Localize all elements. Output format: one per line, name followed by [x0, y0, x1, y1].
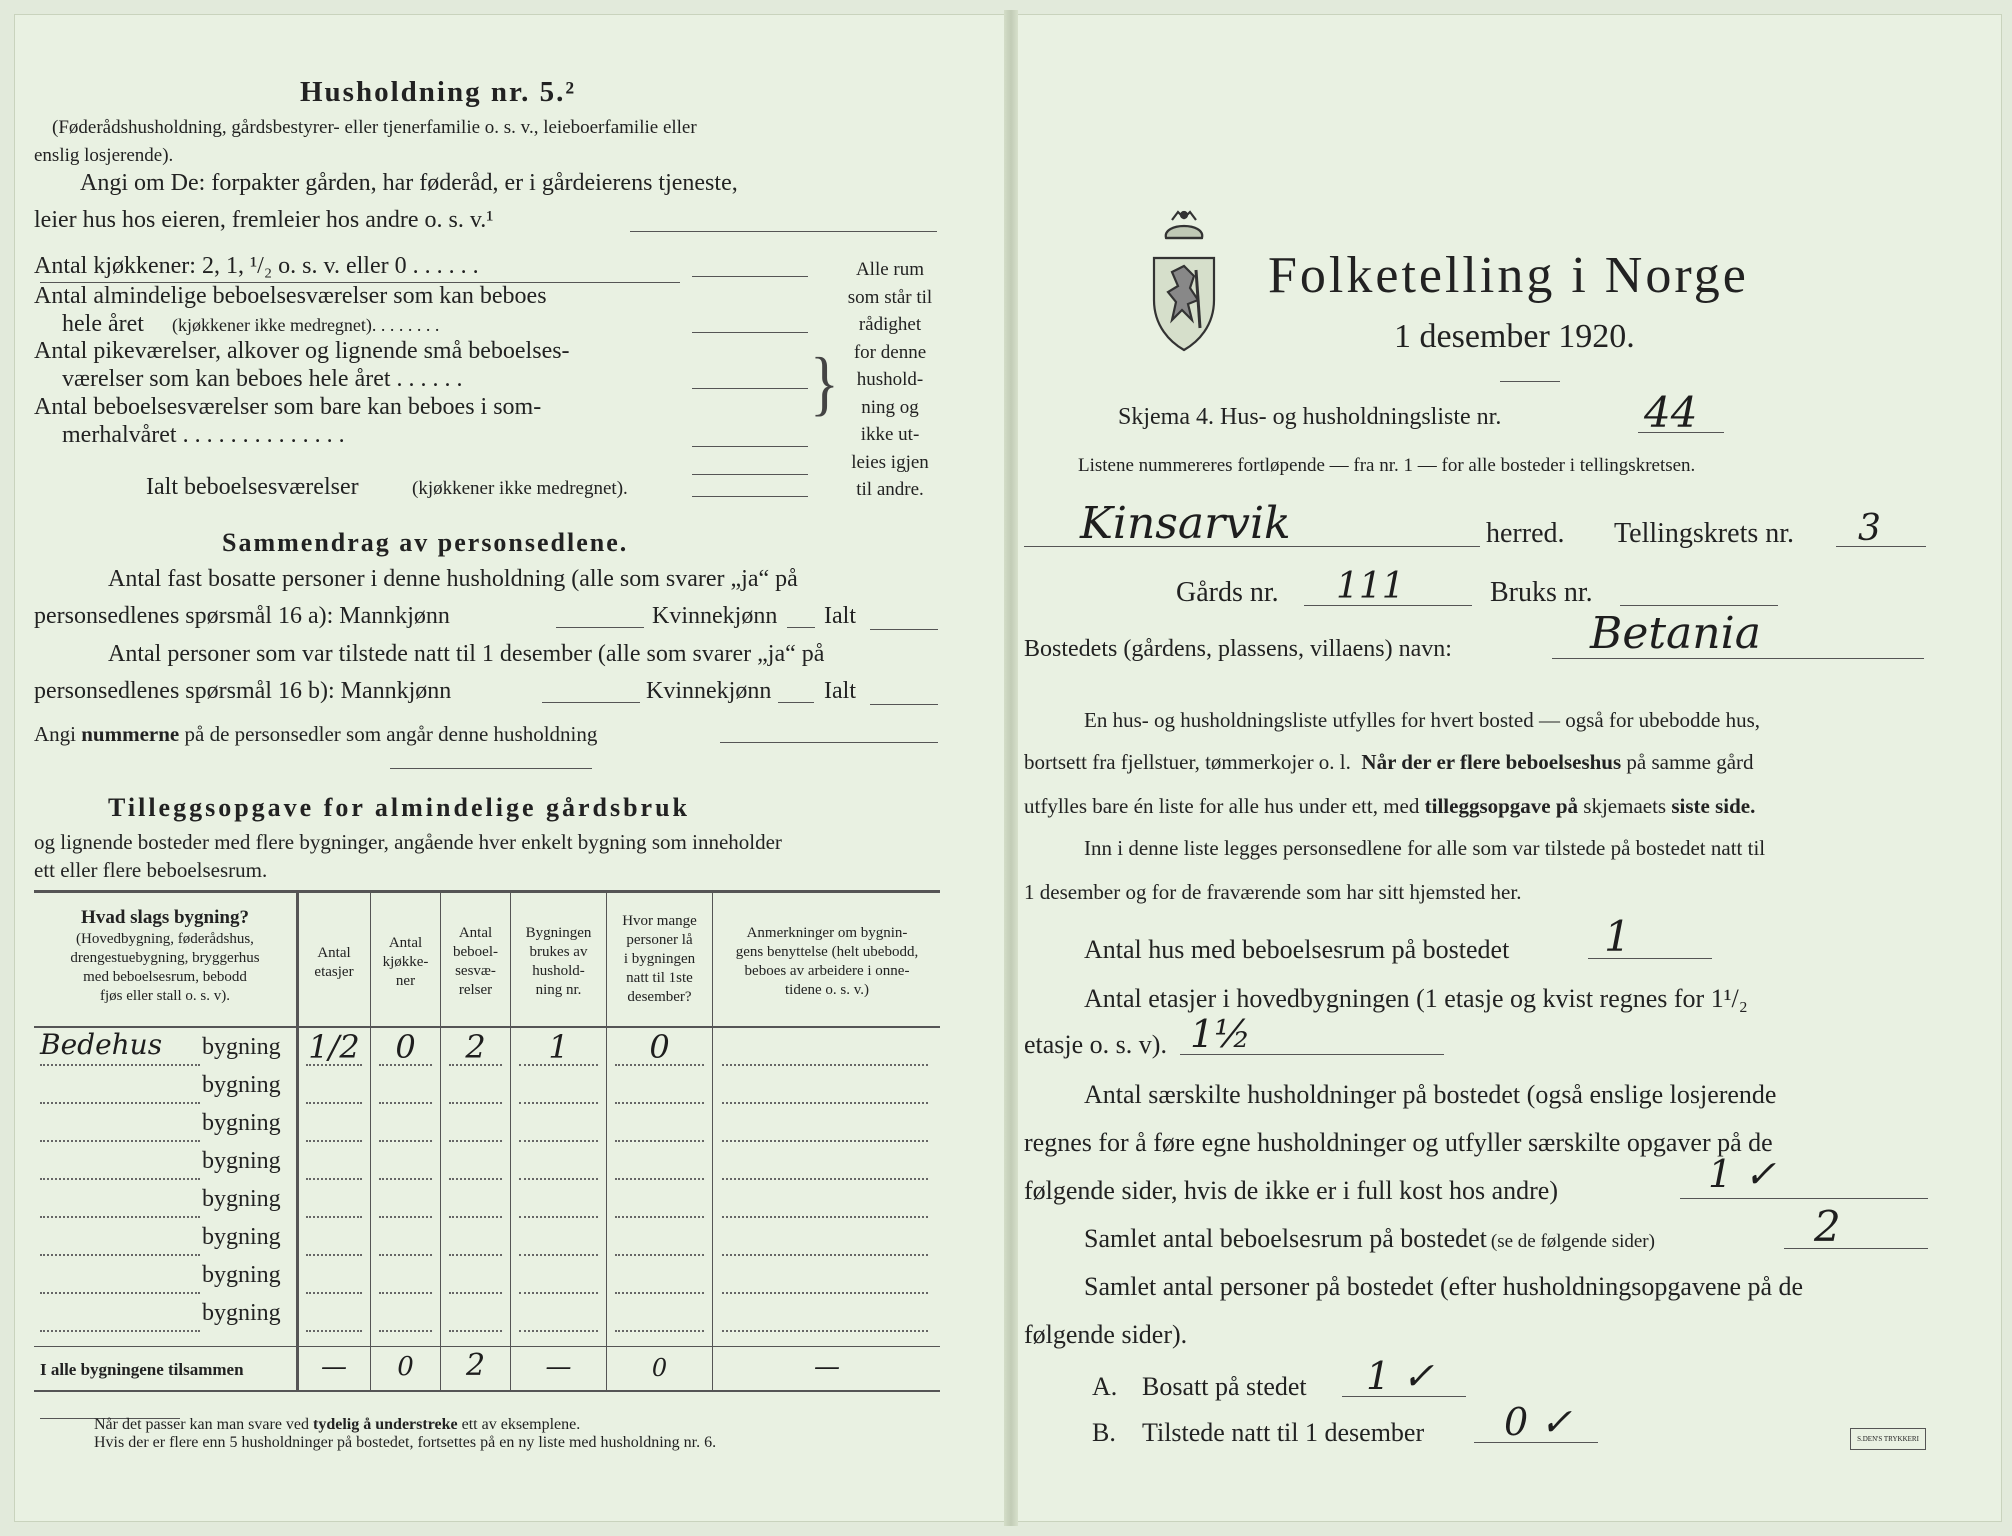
husholdning-title: Husholdning nr. 5.² [300, 76, 577, 108]
tilstede-val: 0 ✓ [1504, 1400, 1573, 1444]
etasjer-line-2: etasje o. s. v). [1024, 1030, 1167, 1059]
main-title: Folketelling i Norge [1268, 247, 1749, 304]
saer-line-3: følgende sider, hvis de ikke er i full kost hos andre) [1024, 1176, 1558, 1205]
total-anm: — [814, 1352, 840, 1382]
etasjer-val: 1½ [1190, 1012, 1252, 1056]
row-etasjer: 1/2 [308, 1028, 360, 1066]
angi-line-1: Angi om De: forpakter gården, har føderåd, er i gårdeierens tjeneste, [80, 170, 738, 196]
total-label: I alle bygningene tilsammen [40, 1360, 244, 1379]
total-etasjer: — [321, 1352, 347, 1382]
instruction-1: En hus- og husholdningsliste utfylles for hvert bosted — også for ubebodde hus, [1084, 708, 1760, 732]
skjema-label: Skjema 4. Hus- og husholdningsliste nr. [1118, 404, 1502, 430]
sommer-line-1: Antal beboelsesværelser som bare kan beboes i som- [34, 394, 542, 420]
instruction-2: bortsett fra fjellstuer, tømmerkojer o. l. Når der er flere beboelseshus på samme gård [1024, 750, 1754, 774]
tilst-ialt: Ialt [824, 678, 856, 704]
pike-line-2: værelser som kan beboes hele året . . . . . . [62, 366, 463, 392]
herred-label: herred. [1486, 518, 1565, 549]
samlet-pers-line-2: følgende sider). [1024, 1320, 1188, 1349]
husholdning-subtitle-2: enslig losjerende). [34, 145, 174, 166]
fast-kvinne: Kvinnekjønn [652, 603, 778, 629]
total-vaerelser: 2 [465, 1348, 486, 1383]
saer-val: 1 ✓ [1708, 1152, 1777, 1196]
tellingskrets-nr: 3 [1858, 508, 1881, 549]
tillegg-line-2: ett eller flere beboelsesrum. [34, 858, 268, 882]
tillegg-line-1: og lignende bosteder med flere bygninger, angående hver enkelt bygning som inneholder [34, 830, 782, 854]
row-bygning-label: bygning [202, 1186, 281, 1212]
row-bygning-label: bygning [202, 1300, 281, 1326]
bosatt-letter: A. [1092, 1372, 1118, 1401]
saer-line-2: regnes for å føre egne husholdninger og utfyller særskilte opgaver på de [1024, 1128, 1773, 1157]
tilst-line-1: Antal personer som var tilstede natt til 1 desember (alle som svarer „ja“ på [108, 641, 825, 667]
side-note: Alle rum som står til rådighet for denne hushold- ning og ikke ut- leies igjen til andre. [847, 259, 933, 500]
row-vaerelser: 2 [465, 1028, 486, 1066]
sommer-line-2: merhalvåret . . . . . . . . . . . . . . [62, 422, 345, 448]
coat-of-arms-icon [1142, 208, 1226, 358]
pike-line-1: Antal pikeværelser, alkover og lignende små beboelses- [34, 338, 570, 364]
tilst-line-2: personsedlenes spørsmål 16 b): Mannkjønn [34, 678, 452, 704]
brace: } [810, 343, 839, 423]
ialt-note: (kjøkkener ikke medregnet). [412, 478, 628, 499]
row-bygning-label: bygning [202, 1262, 281, 1288]
bosted-label: Bostedets (gårdens, plassens, villaens) navn: [1024, 636, 1452, 662]
tellingskrets-label: Tellingskrets nr. [1614, 518, 1795, 549]
herred-name: Kinsarvik [1080, 498, 1291, 549]
row-hush: 1 [548, 1028, 569, 1066]
th-vaerelser: Antal beboel- sesvæ- relser [453, 925, 498, 998]
fast-line-1: Antal fast bosatte personer i denne husholdning (alle som svarer „ja“ på [108, 566, 798, 592]
bosted-name: Betania [1590, 608, 1761, 659]
listene-note: Listene nummereres fortløpende — fra nr. 1 — for alle bosteder i tellingskretsen. [1078, 455, 1696, 476]
page-fold [1004, 10, 1018, 1526]
bosatt-val: 1 ✓ [1366, 1354, 1435, 1398]
gards-label: Gårds nr. [1176, 577, 1279, 608]
skjema-nr: 44 [1644, 388, 1698, 437]
footnote-2: Hvis der er flere enn 5 husholdninger på bostedet, fortsettes på en ny liste med husholdning nr. 6. [94, 1434, 717, 1451]
ialt-label: Ialt beboelsesværelser [146, 474, 359, 500]
total-hush: — [545, 1352, 572, 1382]
row-personer: 0 [649, 1028, 670, 1066]
row-kjokken: 0 [395, 1028, 416, 1066]
th-etasjer: Antal etasjer [314, 945, 354, 980]
th-personer: Hvor mange personer lå i bygningen natt til 1ste desember? [622, 913, 697, 1005]
row-bygning-label: bygning [202, 1034, 281, 1060]
tillegg-title: Tilleggsopgave for almindelige gårdsbruk [108, 793, 691, 822]
tilstede-label: Tilstede natt til 1 desember [1142, 1418, 1425, 1447]
hus-val: 1 [1604, 912, 1631, 961]
row-bygning-label: bygning [202, 1224, 281, 1250]
alm-line-2a: hele året [62, 311, 144, 337]
alm-line-2b: (kjøkkener ikke medregnet). . . . . . . . [172, 315, 440, 335]
samlet-pers-line-1: Samlet antal personer på bostedet (efter husholdningsopgavene på de [1084, 1272, 1804, 1301]
tilst-kvinne: Kvinnekjønn [646, 678, 772, 704]
instruction-5: 1 desember og for de fraværende som har sitt hjemsted her. [1024, 880, 1522, 904]
total-kjokken: 0 [397, 1352, 414, 1382]
angi-line-2: leier hus hos eieren, fremleier hos andre o. s. v.¹ [34, 207, 494, 233]
hus-label: Antal hus med beboelsesrum på bostedet [1084, 935, 1510, 964]
instruction-3: utfylles bare én liste for alle hus under ett, med tilleggsopgave på skjemaets siste side. [1024, 794, 1756, 818]
samlet-rum-val: 2 [1814, 1202, 1841, 1251]
etasjer-line-1: Antal etasjer i hovedbygningen (1 etasje og kvist regnes for 1¹/₂ [1084, 984, 1748, 1013]
row-type: Bedehus [40, 1028, 163, 1061]
saer-line-1: Antal særskilte husholdninger på bostedet (også enslige losjerende [1084, 1080, 1777, 1109]
sammendrag-title: Sammendrag av personsedlene. [222, 528, 629, 557]
kjokkener-label: Antal kjøkkener: 2, 1, ¹/₂ o. s. v. eller 0 . . . . . . [34, 253, 479, 279]
census-date: 1 desember 1920. [1394, 318, 1635, 355]
row-bygning-label: bygning [202, 1148, 281, 1174]
alm-line-1: Antal almindelige beboelsesværelser som kan beboes [34, 283, 547, 309]
instruction-4: Inn i denne liste legges personsedlene for alle som var tilstede på bostedet natt til [1084, 836, 1766, 860]
th-type: Hvad slags bygning? (Hovedbygning, føderådshus, drengestuebygning, bryggerhus med beboelsesrum, bebodd fjøs eller stall o. s. v). [70, 907, 260, 1004]
footnote-1: Når det passer kan man svare ved tydelig å understreke ett av eksemplene. [94, 1416, 581, 1433]
printer-stamp: S.DEN'S TRYKKERI [1850, 1428, 1926, 1450]
row-bygning-label: bygning [202, 1072, 281, 1098]
th-anmerkninger: Anmerkninger om bygnin- gens benyttelse (helt ubebodd, beboes av arbeidere i onne- tidene o. s. v.) [735, 925, 919, 998]
nummerne-line: Angi nummerne på de personsedler som angår denne husholdning [34, 722, 598, 746]
th-kjokkener: Antal kjøkke- ner [382, 935, 429, 989]
total-personer: 0 [651, 1354, 668, 1382]
bosatt-label: Bosatt på stedet [1142, 1372, 1307, 1401]
bruks-label: Bruks nr. [1490, 577, 1593, 608]
gards-nr: 111 [1336, 566, 1405, 607]
husholdning-subtitle: (Føderådshusholdning, gårdsbestyrer- eller tjenerfamilie o. s. v., leieboerfamilie eller [52, 117, 697, 138]
row-bygning-label: bygning [202, 1110, 281, 1136]
samlet-rum-label: Samlet antal beboelsesrum på bostedet (se de følgende sider) [1084, 1224, 1655, 1253]
fast-line-2: personsedlenes spørsmål 16 a): Mannkjønn [34, 603, 450, 629]
th-husholdning: Bygningen brukes av hushold- ning nr. [525, 925, 592, 998]
fast-ialt: Ialt [824, 603, 856, 629]
tilstede-letter: B. [1092, 1418, 1116, 1447]
